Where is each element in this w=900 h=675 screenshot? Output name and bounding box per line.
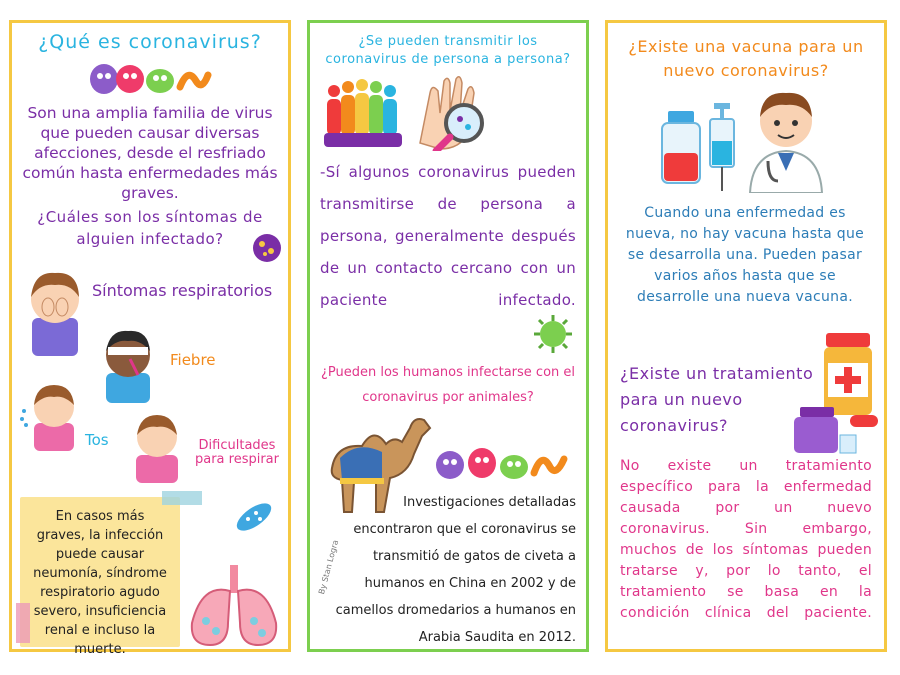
cough-label: Tos [85, 431, 109, 449]
fever-label: Fiebre [170, 351, 216, 369]
author-credit: By Stan Logra [317, 538, 341, 596]
syringe-icon [704, 101, 740, 193]
transmission-question: ¿Se pueden transmitir los coronavirus de persona a persona? [325, 34, 571, 67]
sick-child-icon [20, 263, 90, 358]
animal-transmission-answer: Investigaciones detalladas encontraron que el coronavirus se transmitió de gatos de civeta a humanos en China en 2002 y de camellos dromedarios a humanos en Arabia Saudita en 2012. [335, 495, 576, 645]
hand-magnifier-icon [410, 73, 496, 151]
vaccine-answer: Cuando una enfermedad es nueva, no hay vacuna hasta que se desarrolla una. Pueden pasar varios años hasta que se desarrolle una nueva vacuna. [625, 205, 865, 305]
vaccine-vial-icon [658, 107, 704, 187]
coronavirus-icon [532, 313, 574, 355]
severe-cases-note [20, 497, 180, 657]
virus-cartoon-icon [430, 441, 570, 485]
vaccine-question: ¿Existe una vacuna para un nuevo coronavirus? [628, 37, 864, 80]
virus-cartoon-icon [84, 57, 214, 99]
animal-transmission-question: ¿Pueden los humanos infectarse con el coronavirus por animales? [320, 365, 575, 405]
panel-transmission [307, 20, 589, 652]
breathing-difficulty-label: Dificultades para respirar [194, 438, 279, 467]
doctor-icon [744, 81, 828, 193]
transmission-answer: -Sí algunos coronavirus pueden transmitirse de persona a persona, generalmente después de un contacto cercano con un paciente infectado. [320, 163, 576, 309]
bacteria-icon [230, 493, 278, 541]
lungs-icon [182, 563, 286, 649]
people-group-icon [320, 71, 406, 151]
symptoms-question: ¿Cuáles son los síntomas de alguien infectado? [37, 208, 263, 248]
severe-cases-text: En casos más graves, la infección puede causar neumonía, síndrome respiratorio agudo severo, insuficiencia renal e incluso la muerte. [33, 509, 167, 657]
coronavirus-description: Son una amplia familia de virus que pueden causar diversas afecciones, desde el resfriado común hasta enfermedades más graves. [22, 104, 278, 202]
panel-title: ¿Qué es coronavirus? [38, 31, 262, 53]
medicine-bottle-icon [788, 323, 882, 455]
coughing-child-icon [18, 373, 84, 453]
virus-cell-icon [250, 231, 284, 265]
respiratory-symptoms-label: Síntomas respiratorios [92, 281, 273, 300]
tape-decoration [162, 491, 202, 505]
tape-decoration [16, 603, 30, 643]
panel-what-is-coronavirus [9, 20, 291, 657]
panel-vaccine-treatment [605, 20, 887, 652]
breathing-difficulty-child-icon [124, 403, 190, 485]
treatment-question: ¿Existe un tratamiento para un nuevo coronavirus? [620, 364, 814, 435]
treatment-answer: No existe un tratamiento específico para la enfermedad causada por un nuevo coronavirus. Sin embargo, muchos de los síntomas pueden tratarse y, por lo tanto, el tratamiento se basa en la condición clínica del paciente. [620, 458, 872, 621]
fever-child-icon [96, 323, 158, 405]
